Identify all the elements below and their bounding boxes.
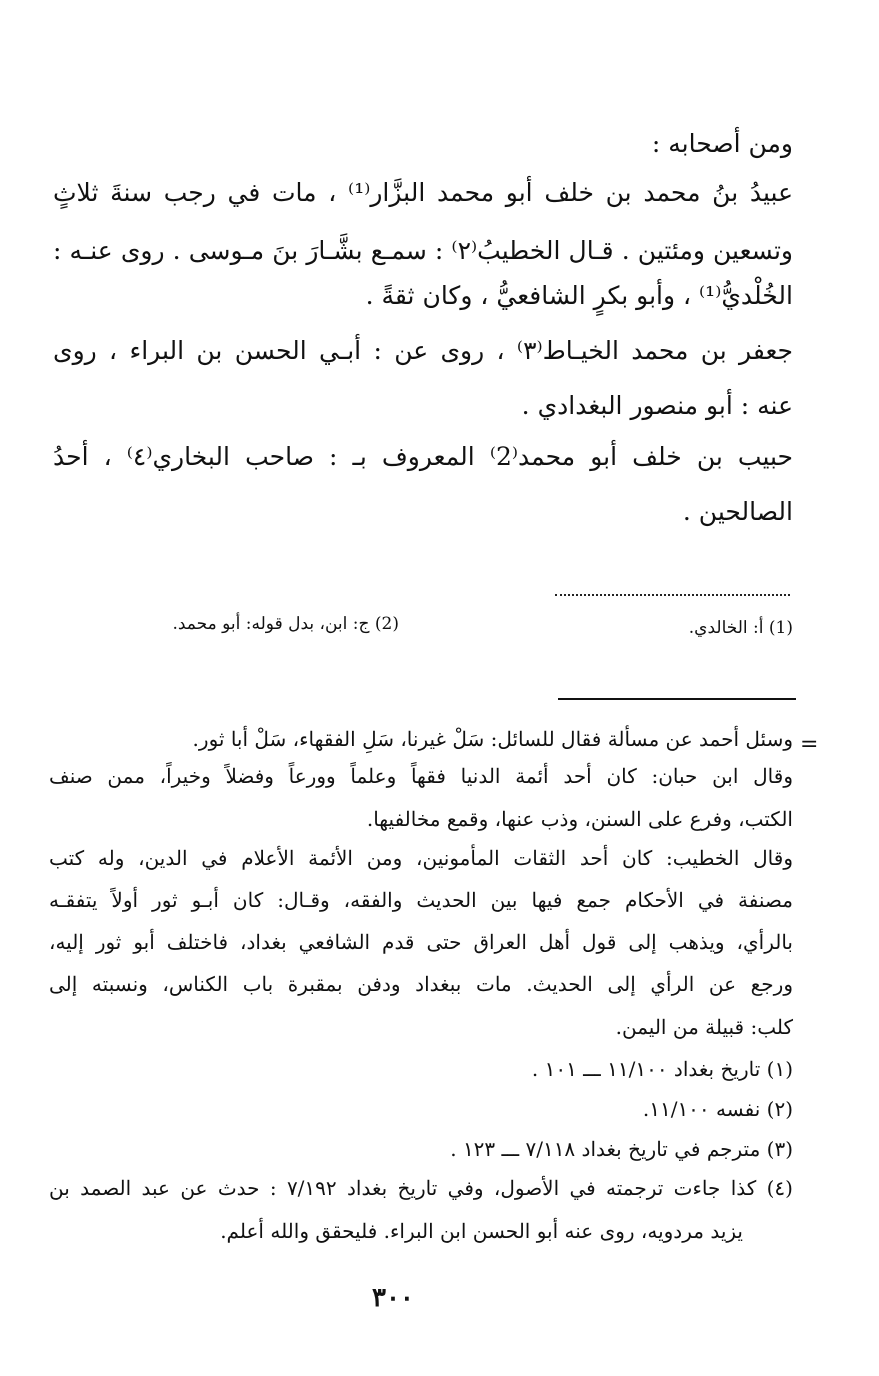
entry-ubaid-line-2: وتسعين ومئتين . قـال الخطيبُ⁽٢⁾ : سمـع بشَّـارَ بنَ مـوسى . روى عنـه : <box>53 236 793 265</box>
continued-note-line-3: الكتب، وفرع على السنن، وذب عنها، وقمع مخالفيها. <box>366 807 793 831</box>
entry-habib-line-1: حبيب بن خلف أبو محمد⁽2⁾ المعروف بـ : صاحب البخاري⁽٤⁾ ، أحدُ <box>53 442 793 471</box>
continued-note-line-6: بالرأي، ويذهب إلى قول أهل العراق حتى قدم الشافعي بغداد، فاختلف أبو ثور إليه، <box>49 930 793 954</box>
entry-habib-line-2: الصالحين . <box>682 497 793 526</box>
continued-note-line-7: ورجع عن الرأي إلى الحديث. مات ببغداد ودفن بمقبرة باب الكناس، ونسبته إلى <box>49 972 793 996</box>
continued-note-line-5: مصنفة في الأحكام جمع فيها بين الحديث والفقه، وقـال: كان أبـو ثور أولاً يتفقـه <box>49 888 793 912</box>
variant-notes-separator <box>555 594 790 596</box>
footnote-1: (١) تاريخ بغداد ١١/١٠٠ ـــ ١٠١ . <box>531 1057 793 1081</box>
continued-note-line-4: وقال الخطيب: كان أحد الثقات المأمونين، ومن الأئمة الأعلام في الدين، وله كتب <box>49 846 793 870</box>
variant-note-2: (2) ج: ابن، بدل قوله: أبو محمد. <box>172 614 399 634</box>
continued-note-line-8: كلب: قبيلة من اليمن. <box>615 1015 793 1039</box>
footnote-3: (٣) مترجم في تاريخ بغداد ٧/١١٨ ـــ ١٢٣ . <box>450 1137 793 1161</box>
entry-ubaid-line-3: الخُلْديُّ⁽¹⁾ ، وأبو بكرٍ الشافعيُّ ، وكان ثقةً . <box>365 281 793 310</box>
footnote-4-line-2: يزيد مردويه، روى عنه أبو الحسن ابن البراء. فليحقق والله أعلم. <box>220 1219 743 1243</box>
continuation-marker: = <box>800 732 819 757</box>
entry-jafar-line-1: جعفر بن محمد الخيـاط⁽٣⁾ ، روى عن : أبـي الحسن بن البراء ، روى <box>53 336 794 365</box>
footnote-4-line-1: (٤) كذا جاءت ترجمته في الأصول، وفي تاريخ بغداد ٧/١٩٢ : حدث عن عبد الصمد بن <box>49 1176 793 1200</box>
footnote-2: (٢) نفسه ١١/١٠٠. <box>642 1097 793 1121</box>
page-number: ٣٠٠ <box>372 1283 414 1313</box>
entry-ubaid-line-1: عبيدُ بنُ محمد بن خلف أبو محمد البزَّار⁽¹⁾ ، مات في رجب سنةَ ثلاثٍ <box>53 178 793 207</box>
continued-note-line-1: وسئل أحمد عن مسألة فقال للسائل: سَلْ غيرنا، سَلِ الفقهاء، سَلْ أبا ثور. <box>192 727 793 751</box>
variant-note-1: (1) أ: الخالدي. <box>688 618 793 638</box>
entry-jafar-line-2: عنه : أبو منصور البغدادي . <box>521 391 793 420</box>
footnotes-separator <box>558 698 796 700</box>
continued-note-line-2: وقال ابن حبان: كان أحد أئمة الدنيا فقهاً وعلماً وورعاً وفضلاً وخيراً، ممن صنف <box>49 764 793 788</box>
section-heading: ومن أصحابه : <box>651 129 793 158</box>
